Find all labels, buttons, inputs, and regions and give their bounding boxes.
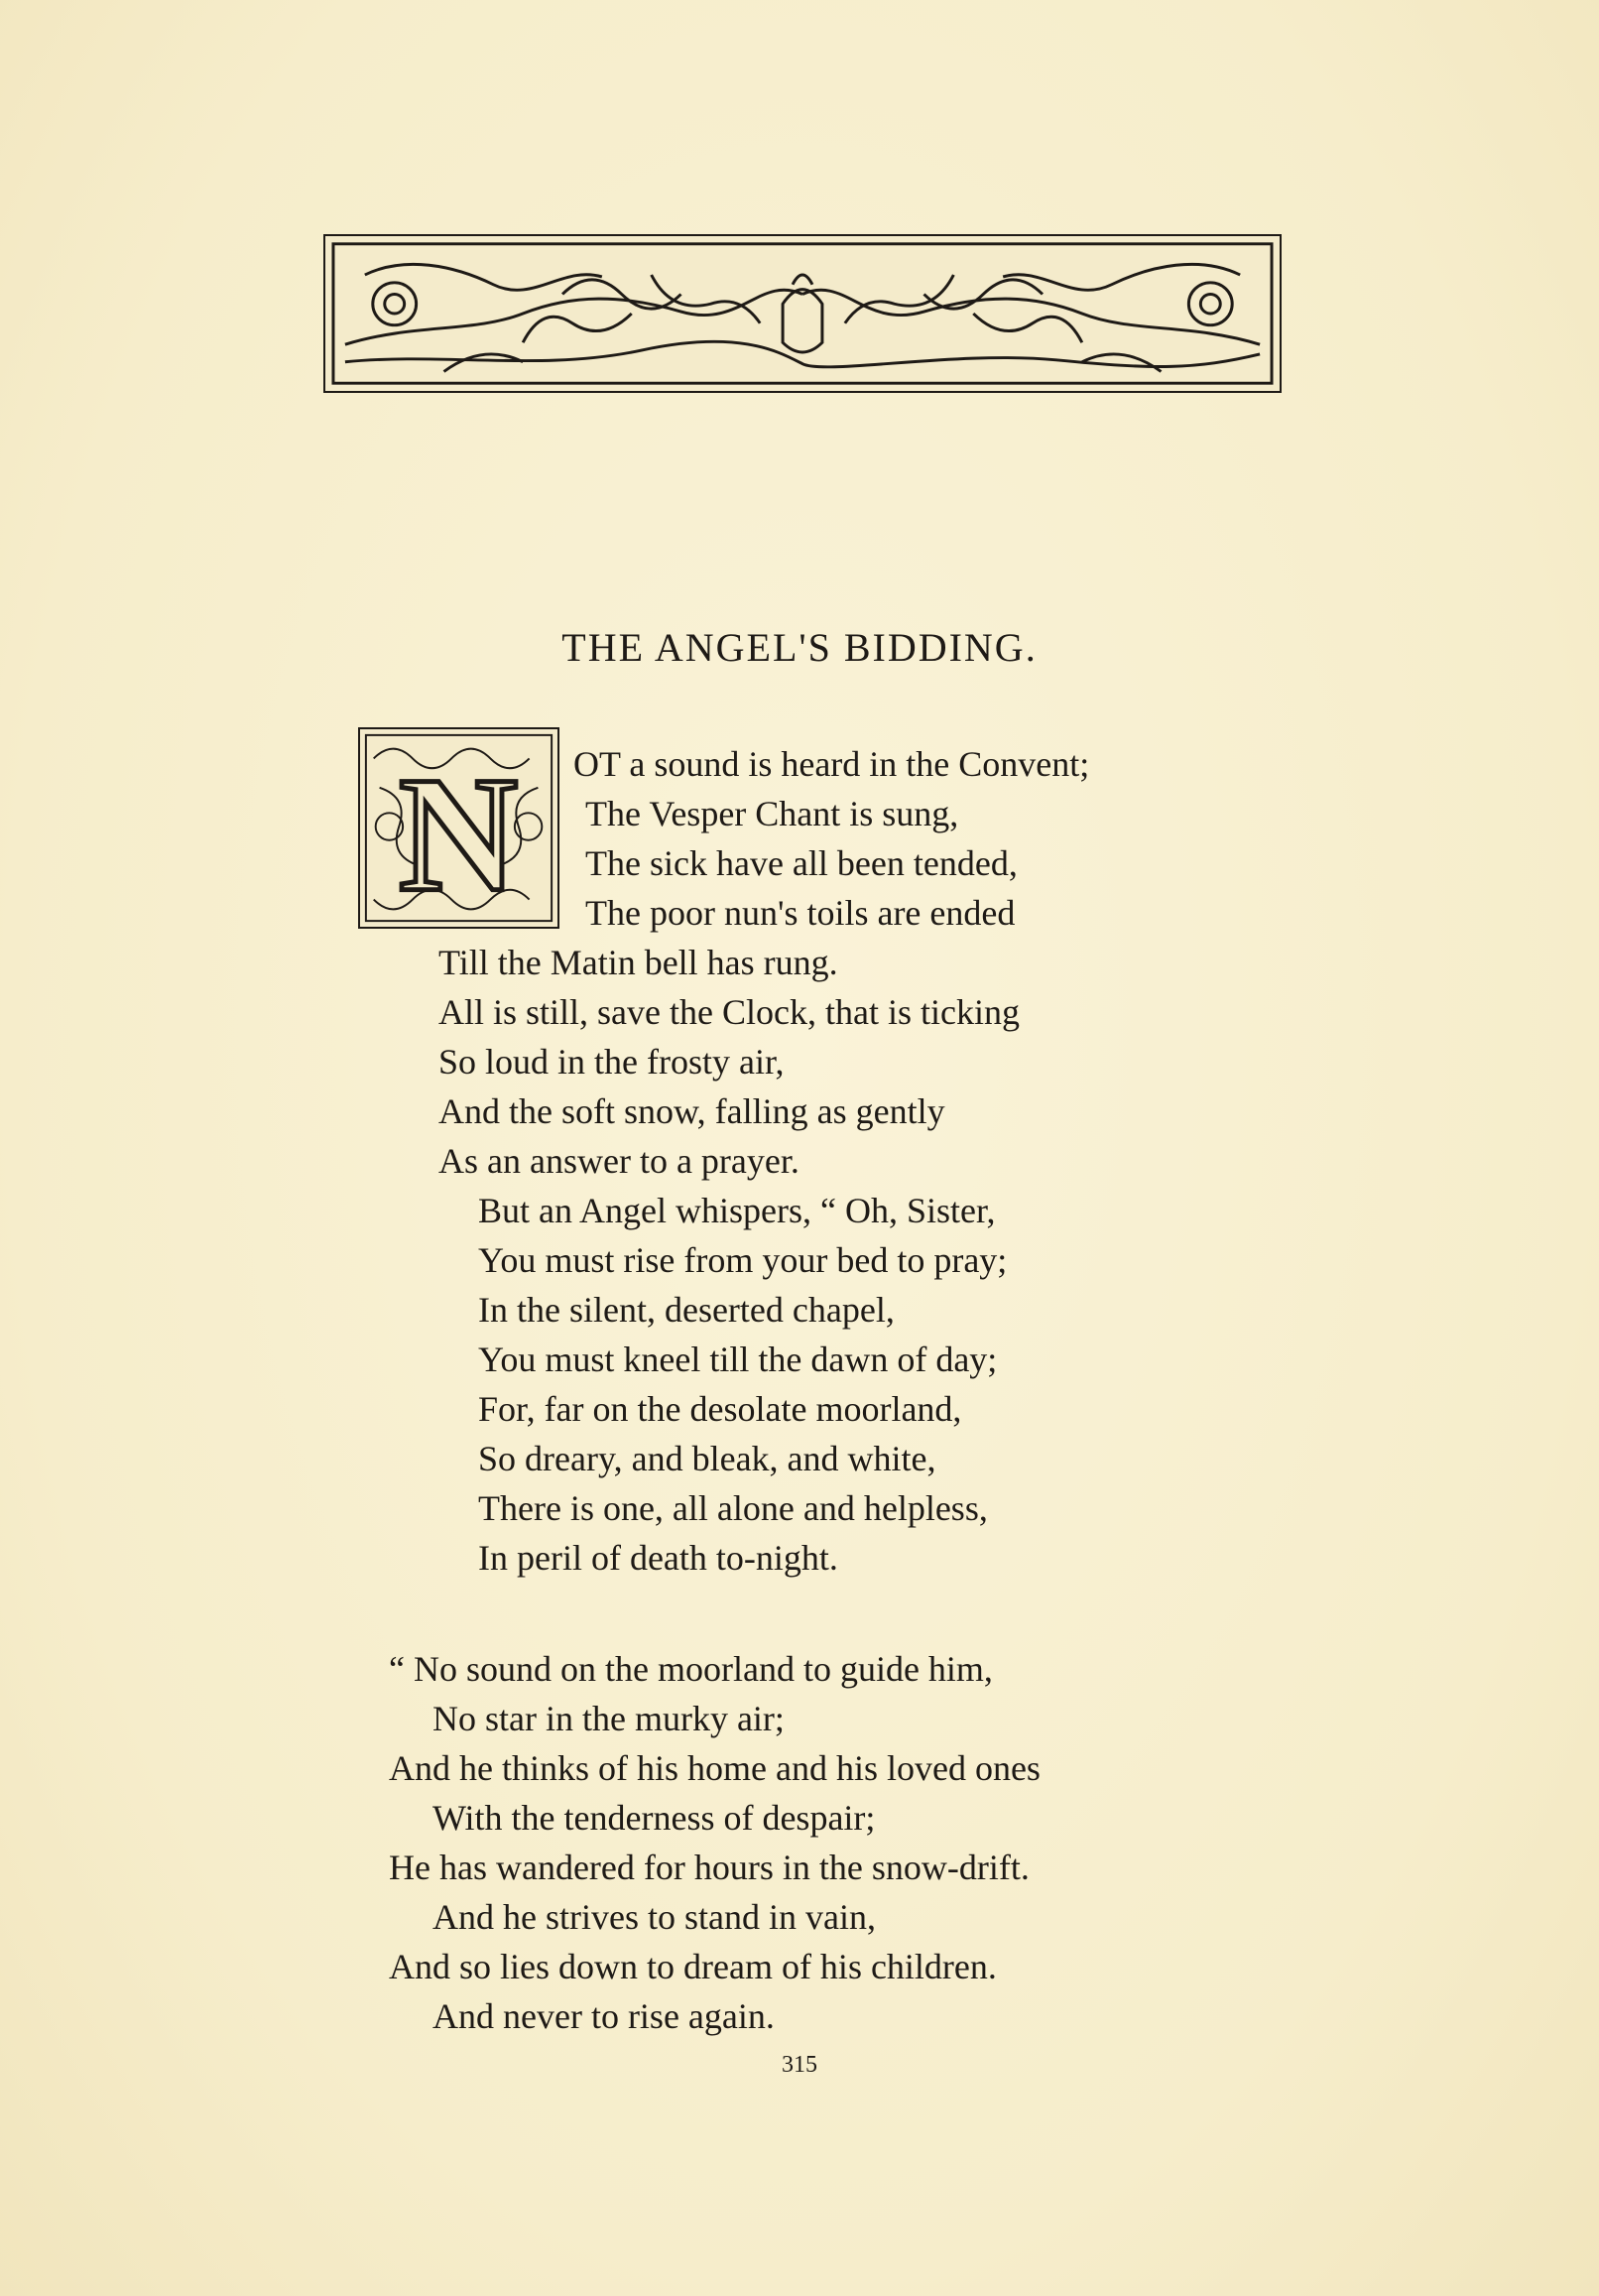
stanza1-line: In the silent, deserted chapel,	[478, 1290, 895, 1330]
stanza2-line: And he thinks of his home and his loved ones	[389, 1748, 1041, 1788]
stanza2-line: He has wandered for hours in the snow-drift.	[389, 1848, 1030, 1887]
stanza2-line: “ No sound on the moorland to guide him,	[389, 1649, 993, 1689]
stanza1-line: The poor nun's toils are ended	[585, 893, 1016, 933]
poem-title: THE ANGEL'S BIDDING.	[561, 625, 1038, 670]
drop-cap	[358, 727, 559, 929]
stanza1-line: All is still, save the Clock, that is ticking	[438, 992, 1020, 1032]
stanza2-line: No star in the murky air;	[432, 1699, 785, 1738]
stanza1-line: You must kneel till the dawn of day;	[478, 1339, 998, 1379]
stanza1-line: As an answer to a prayer.	[438, 1141, 800, 1181]
stanza1-line: For, far on the desolate moorland,	[478, 1389, 962, 1429]
stanza1-line: The sick have all been tended,	[585, 843, 1018, 883]
page-number: 315	[782, 2052, 817, 2078]
stanza1-line: Till the Matin bell has rung.	[438, 943, 838, 982]
stanza1-line: But an Angel whispers, “ Oh, Sister,	[478, 1191, 996, 1230]
stanza1-line: So dreary, and bleak, and white,	[478, 1439, 936, 1478]
ornamental-headpiece	[323, 234, 1282, 393]
stanza1-line: And the soft snow, falling as gently	[438, 1091, 945, 1131]
stanza1-line: In peril of death to-night.	[478, 1538, 838, 1578]
stanza2-line: And never to rise again.	[432, 1996, 775, 2036]
stanza2-line: And he strives to stand in vain,	[432, 1897, 876, 1937]
stanza1-line: There is one, all alone and helpless,	[478, 1488, 988, 1528]
stanza2-line: With the tenderness of despair;	[432, 1798, 876, 1838]
drop-cap-letter: N	[398, 742, 519, 927]
stanza1-line: OT a sound is heard in the Convent;	[573, 744, 1090, 784]
stanza1-line: You must rise from your bed to pray;	[478, 1240, 1008, 1280]
stanza2-line: And so lies down to dream of his children.	[389, 1947, 997, 1986]
stanza1-line: The Vesper Chant is sung,	[585, 794, 959, 833]
stanza1-line: So loud in the frosty air,	[438, 1042, 785, 1082]
